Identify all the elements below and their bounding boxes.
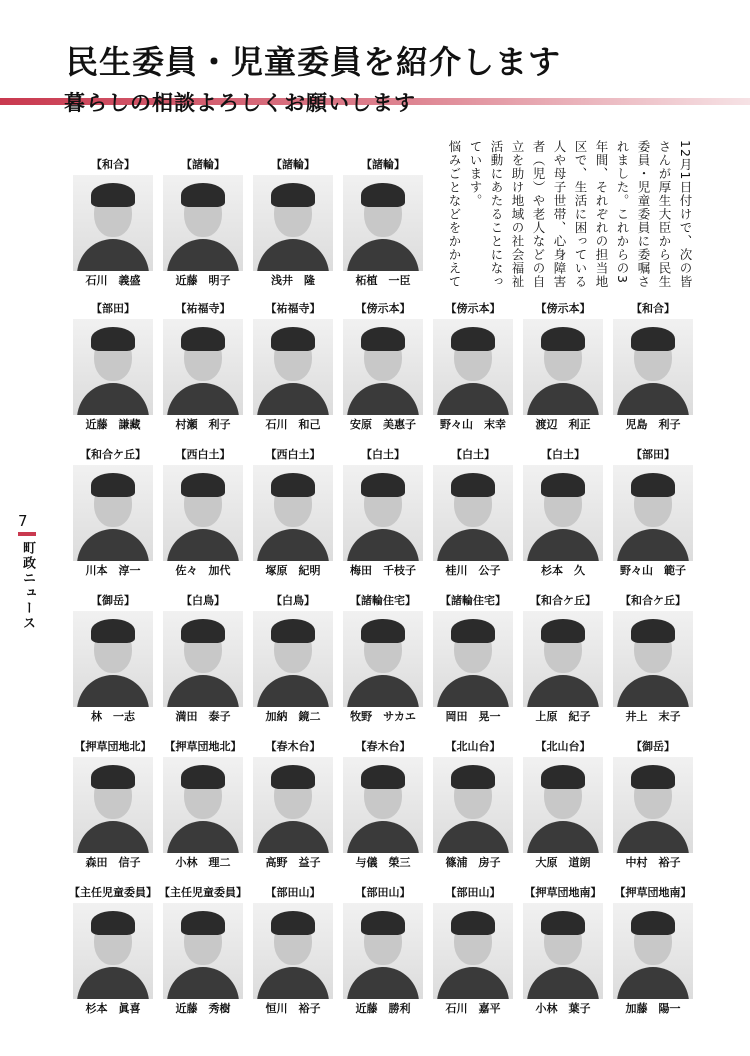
member-photo xyxy=(163,175,243,271)
member-area: 【和合ケ丘】 xyxy=(530,594,596,607)
member-name: 篠浦 房子 xyxy=(445,856,501,869)
member-photo xyxy=(163,465,243,561)
member-photo xyxy=(613,465,693,561)
member-card xyxy=(163,448,243,578)
member-area: 【和合ケ丘】 xyxy=(620,594,686,607)
member-name: 塚原 紀明 xyxy=(265,564,321,577)
member-photo xyxy=(73,465,153,561)
member-area: 【傍示本】 xyxy=(445,302,501,315)
member-name: 野々山 範子 xyxy=(620,564,686,577)
member-photo xyxy=(343,757,423,853)
member-photo xyxy=(163,611,243,707)
member-card xyxy=(73,740,153,870)
page-sidebar xyxy=(18,512,38,631)
member-card xyxy=(433,448,513,578)
member-name: 浅井 隆 xyxy=(271,274,315,287)
member-card xyxy=(523,302,603,432)
member-card xyxy=(343,886,423,1016)
page-title: 民生委員・児童委員を紹介します xyxy=(66,40,569,84)
member-name: 佐々 加代 xyxy=(175,564,231,577)
page-number: 7 xyxy=(18,512,28,530)
member-card xyxy=(163,158,243,288)
member-card xyxy=(253,448,333,578)
member-photo xyxy=(523,903,603,999)
member-area: 【押草団地北】 xyxy=(164,740,242,753)
member-photo xyxy=(613,903,693,999)
member-area: 【西白土】 xyxy=(265,448,321,461)
member-name: 近藤 明子 xyxy=(175,274,231,287)
member-name: 川本 淳一 xyxy=(85,564,141,577)
member-photo xyxy=(343,319,423,415)
member-area: 【部田山】 xyxy=(355,886,411,899)
member-card xyxy=(523,594,603,724)
page-subtitle: 暮らしの相談よろしくお願いします xyxy=(64,90,416,115)
member-name: 近藤 謙藏 xyxy=(85,418,141,431)
member-name: 石川 和己 xyxy=(265,418,321,431)
member-photo xyxy=(253,611,333,707)
member-area: 【諸輪】 xyxy=(271,158,315,171)
member-name: 小林 理二 xyxy=(175,856,231,869)
member-area: 【白土】 xyxy=(361,448,405,461)
member-area: 【春木台】 xyxy=(265,740,321,753)
member-area: 【傍示本】 xyxy=(355,302,411,315)
member-card xyxy=(73,448,153,578)
member-card xyxy=(73,302,153,432)
member-area: 【北山台】 xyxy=(535,740,591,753)
member-name: 梅田 千枝子 xyxy=(350,564,416,577)
member-card xyxy=(343,302,423,432)
member-area: 【北山台】 xyxy=(445,740,501,753)
member-area: 【白鳥】 xyxy=(271,594,315,607)
member-name: 牧野 サカエ xyxy=(350,710,416,723)
member-card xyxy=(69,886,157,1016)
member-card xyxy=(433,594,513,724)
member-photo xyxy=(523,465,603,561)
member-area: 【主任児童委員】 xyxy=(69,886,157,899)
member-area: 【押草団地南】 xyxy=(524,886,602,899)
member-card xyxy=(159,886,247,1016)
member-area: 【和合ケ丘】 xyxy=(80,448,146,461)
member-area: 【押草団地南】 xyxy=(614,886,692,899)
member-name: 岡田 晃一 xyxy=(445,710,501,723)
member-card xyxy=(163,302,243,432)
member-card xyxy=(433,740,513,870)
member-name: 柘植 一臣 xyxy=(355,274,411,287)
member-card xyxy=(613,302,693,432)
member-card xyxy=(253,158,333,288)
member-area: 【西白土】 xyxy=(175,448,231,461)
member-photo xyxy=(73,757,153,853)
member-photo xyxy=(343,175,423,271)
intro-paragraph-1: 12月1日付けで、次の皆さんが厚生大臣から民生委員・児童委員に委嘱されました。これからの3年間、それぞれの担当地区で、生活に困っている人や母子世帯、心身障害者（児）や老人などの自立を助け地域の社会福祉活動にあたることになっています。 xyxy=(468,140,693,289)
member-area: 【主任児童委員】 xyxy=(159,886,247,899)
member-area: 【和合】 xyxy=(91,158,135,171)
member-name: 上原 紀子 xyxy=(535,710,591,723)
member-area: 【諸輪住宅】 xyxy=(440,594,506,607)
member-photo xyxy=(523,757,603,853)
member-name: 与儀 榮三 xyxy=(355,856,411,869)
member-photo xyxy=(433,757,513,853)
member-photo xyxy=(613,319,693,415)
member-name: 村瀬 利子 xyxy=(175,418,231,431)
member-photo xyxy=(163,903,243,999)
member-area: 【部田山】 xyxy=(265,886,321,899)
member-photo xyxy=(433,465,513,561)
member-name: 杉本 眞喜 xyxy=(85,1002,141,1015)
member-name: 森田 信子 xyxy=(85,856,141,869)
member-area: 【白土】 xyxy=(541,448,585,461)
member-card xyxy=(523,740,603,870)
member-photo xyxy=(613,611,693,707)
member-name: 加納 鏡二 xyxy=(265,710,321,723)
member-photo xyxy=(343,903,423,999)
member-name: 大原 道朗 xyxy=(535,856,591,869)
member-area: 【部田山】 xyxy=(445,886,501,899)
member-photo xyxy=(253,175,333,271)
member-area: 【御岳】 xyxy=(91,594,135,607)
member-photo xyxy=(523,611,603,707)
member-name: 高野 益子 xyxy=(265,856,321,869)
member-name: 杉本 久 xyxy=(541,564,585,577)
member-name: 安原 美惠子 xyxy=(350,418,416,431)
member-area: 【諸輪】 xyxy=(181,158,225,171)
member-area: 【諸輪住宅】 xyxy=(350,594,416,607)
member-area: 【白土】 xyxy=(451,448,495,461)
section-title: 町政ニュース xyxy=(20,541,35,631)
member-name: 恒川 裕子 xyxy=(265,1002,321,1015)
member-card xyxy=(163,594,243,724)
member-area: 【祐福寺】 xyxy=(175,302,231,315)
intro-paragraph-2: 悩みごとなどをかかえて xyxy=(447,140,462,289)
member-card xyxy=(343,448,423,578)
member-name: 井上 末子 xyxy=(625,710,681,723)
member-area: 【部田】 xyxy=(91,302,135,315)
member-photo xyxy=(73,319,153,415)
member-area: 【春木台】 xyxy=(355,740,411,753)
member-name: 近藤 秀樹 xyxy=(175,1002,231,1015)
member-name: 加藤 陽一 xyxy=(625,1002,681,1015)
member-card xyxy=(433,886,513,1016)
member-photo xyxy=(433,319,513,415)
member-name: 石川 義盛 xyxy=(85,274,141,287)
member-card xyxy=(73,158,153,288)
member-card xyxy=(433,302,513,432)
member-area: 【諸輪】 xyxy=(361,158,405,171)
member-name: 近藤 勝利 xyxy=(355,1002,411,1015)
member-card xyxy=(253,886,333,1016)
member-card xyxy=(523,886,603,1016)
member-name: 石川 嘉平 xyxy=(445,1002,501,1015)
member-name: 林 一志 xyxy=(91,710,135,723)
member-photo xyxy=(73,903,153,999)
member-photo xyxy=(73,175,153,271)
member-card xyxy=(613,886,693,1016)
member-card xyxy=(343,740,423,870)
member-area: 【祐福寺】 xyxy=(265,302,321,315)
member-card xyxy=(253,594,333,724)
member-area: 【御岳】 xyxy=(631,740,675,753)
member-card xyxy=(613,448,693,578)
member-card xyxy=(523,448,603,578)
member-photo xyxy=(253,465,333,561)
member-name: 満田 泰子 xyxy=(175,710,231,723)
member-area: 【傍示本】 xyxy=(535,302,591,315)
member-card xyxy=(343,158,423,288)
member-name: 小林 葉子 xyxy=(535,1002,591,1015)
member-photo xyxy=(343,611,423,707)
member-photo xyxy=(613,757,693,853)
intro-text xyxy=(440,140,696,292)
member-area: 【白鳥】 xyxy=(181,594,225,607)
member-photo xyxy=(433,611,513,707)
member-card xyxy=(73,594,153,724)
member-area: 【部田】 xyxy=(631,448,675,461)
member-area: 【和合】 xyxy=(631,302,675,315)
member-photo xyxy=(253,319,333,415)
member-name: 桂川 公子 xyxy=(445,564,501,577)
member-name: 児島 利子 xyxy=(625,418,681,431)
member-card xyxy=(253,302,333,432)
member-card xyxy=(343,594,423,724)
member-photo xyxy=(163,319,243,415)
member-photo xyxy=(343,465,423,561)
member-card xyxy=(253,740,333,870)
member-name: 野々山 末幸 xyxy=(440,418,506,431)
member-photo xyxy=(523,319,603,415)
member-name: 中村 裕子 xyxy=(625,856,681,869)
sidebar-divider xyxy=(18,532,36,536)
member-name: 渡辺 利正 xyxy=(535,418,591,431)
member-photo xyxy=(433,903,513,999)
member-photo xyxy=(253,903,333,999)
member-card xyxy=(613,740,693,870)
member-card xyxy=(613,594,693,724)
member-photo xyxy=(73,611,153,707)
member-card xyxy=(163,740,243,870)
member-photo xyxy=(163,757,243,853)
member-area: 【押草団地北】 xyxy=(74,740,152,753)
member-photo xyxy=(253,757,333,853)
